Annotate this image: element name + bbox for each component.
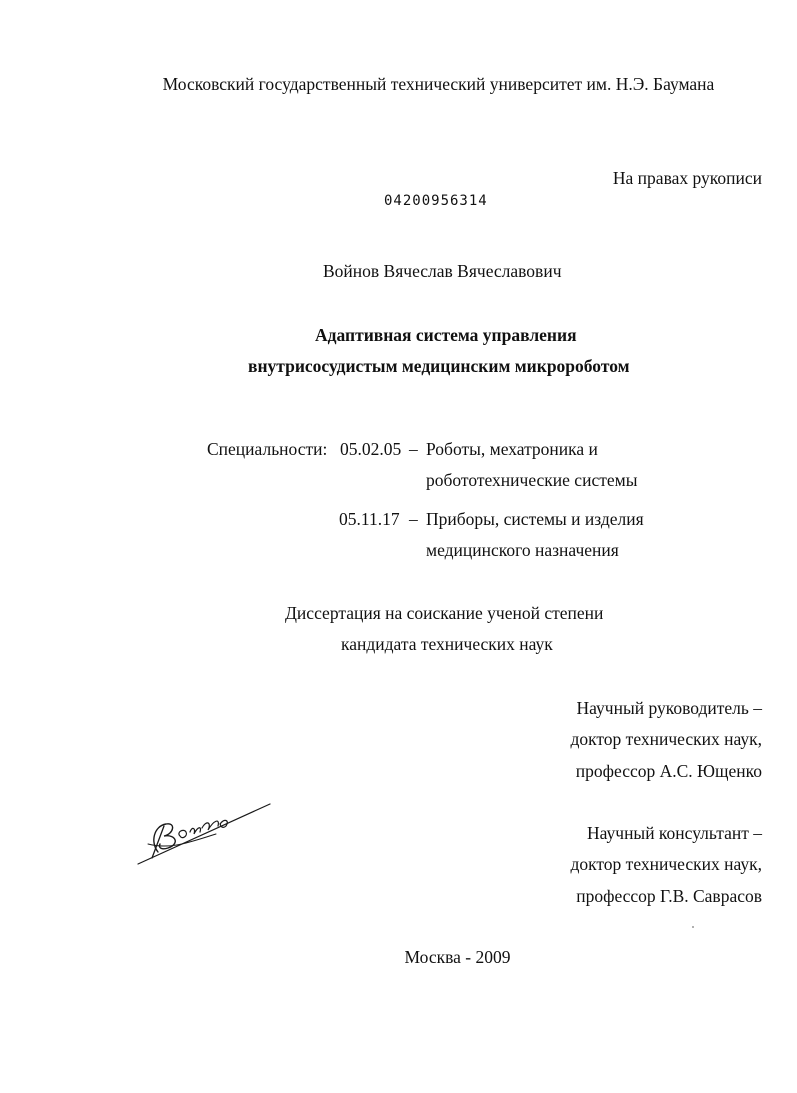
title-line-1: Адаптивная система управления — [315, 325, 577, 345]
university-name: Московский государственный технический университет им. Н.Э. Баумана — [162, 74, 715, 94]
specialty-dash: – — [409, 509, 418, 529]
consultant-degree: доктор технических наук, — [570, 854, 762, 874]
registration-number: 04200956314 — [384, 193, 488, 209]
manuscript-note: На правах рукописи — [612, 168, 762, 188]
specialty-name-line-2: медицинского назначения — [426, 540, 619, 560]
degree-line-1: Диссертация на соискание ученой степени — [285, 603, 604, 623]
supervisor-role: Научный руководитель – — [576, 698, 762, 718]
specialty-code: 05.02.05 — [340, 439, 402, 459]
specialty-name-line-2: робототехнические системы — [426, 470, 638, 490]
degree-line-2: кандидата технических наук — [341, 634, 553, 654]
scan-speck — [692, 926, 694, 928]
specialties-label: Специальности: — [207, 439, 328, 459]
consultant-role: Научный консультант – — [587, 823, 762, 843]
specialty-code: 05.11.17 — [339, 509, 400, 529]
supervisor-name: профессор А.С. Ющенко — [575, 761, 762, 781]
supervisor-degree: доктор технических наук, — [570, 729, 762, 749]
specialty-dash: – — [409, 439, 418, 459]
handwritten-signature — [130, 792, 280, 872]
title-line-2: внутрисосудистым медицинским микророботом — [248, 356, 630, 376]
place-year: Москва - 2009 — [404, 947, 511, 967]
specialty-name-line-1: Приборы, системы и изделия — [426, 509, 644, 529]
author-name: Войнов Вячеслав Вячеславович — [323, 261, 562, 281]
consultant-name: профессор Г.В. Саврасов — [576, 886, 762, 906]
specialty-name-line-1: Роботы, мехатроника и — [426, 439, 598, 459]
